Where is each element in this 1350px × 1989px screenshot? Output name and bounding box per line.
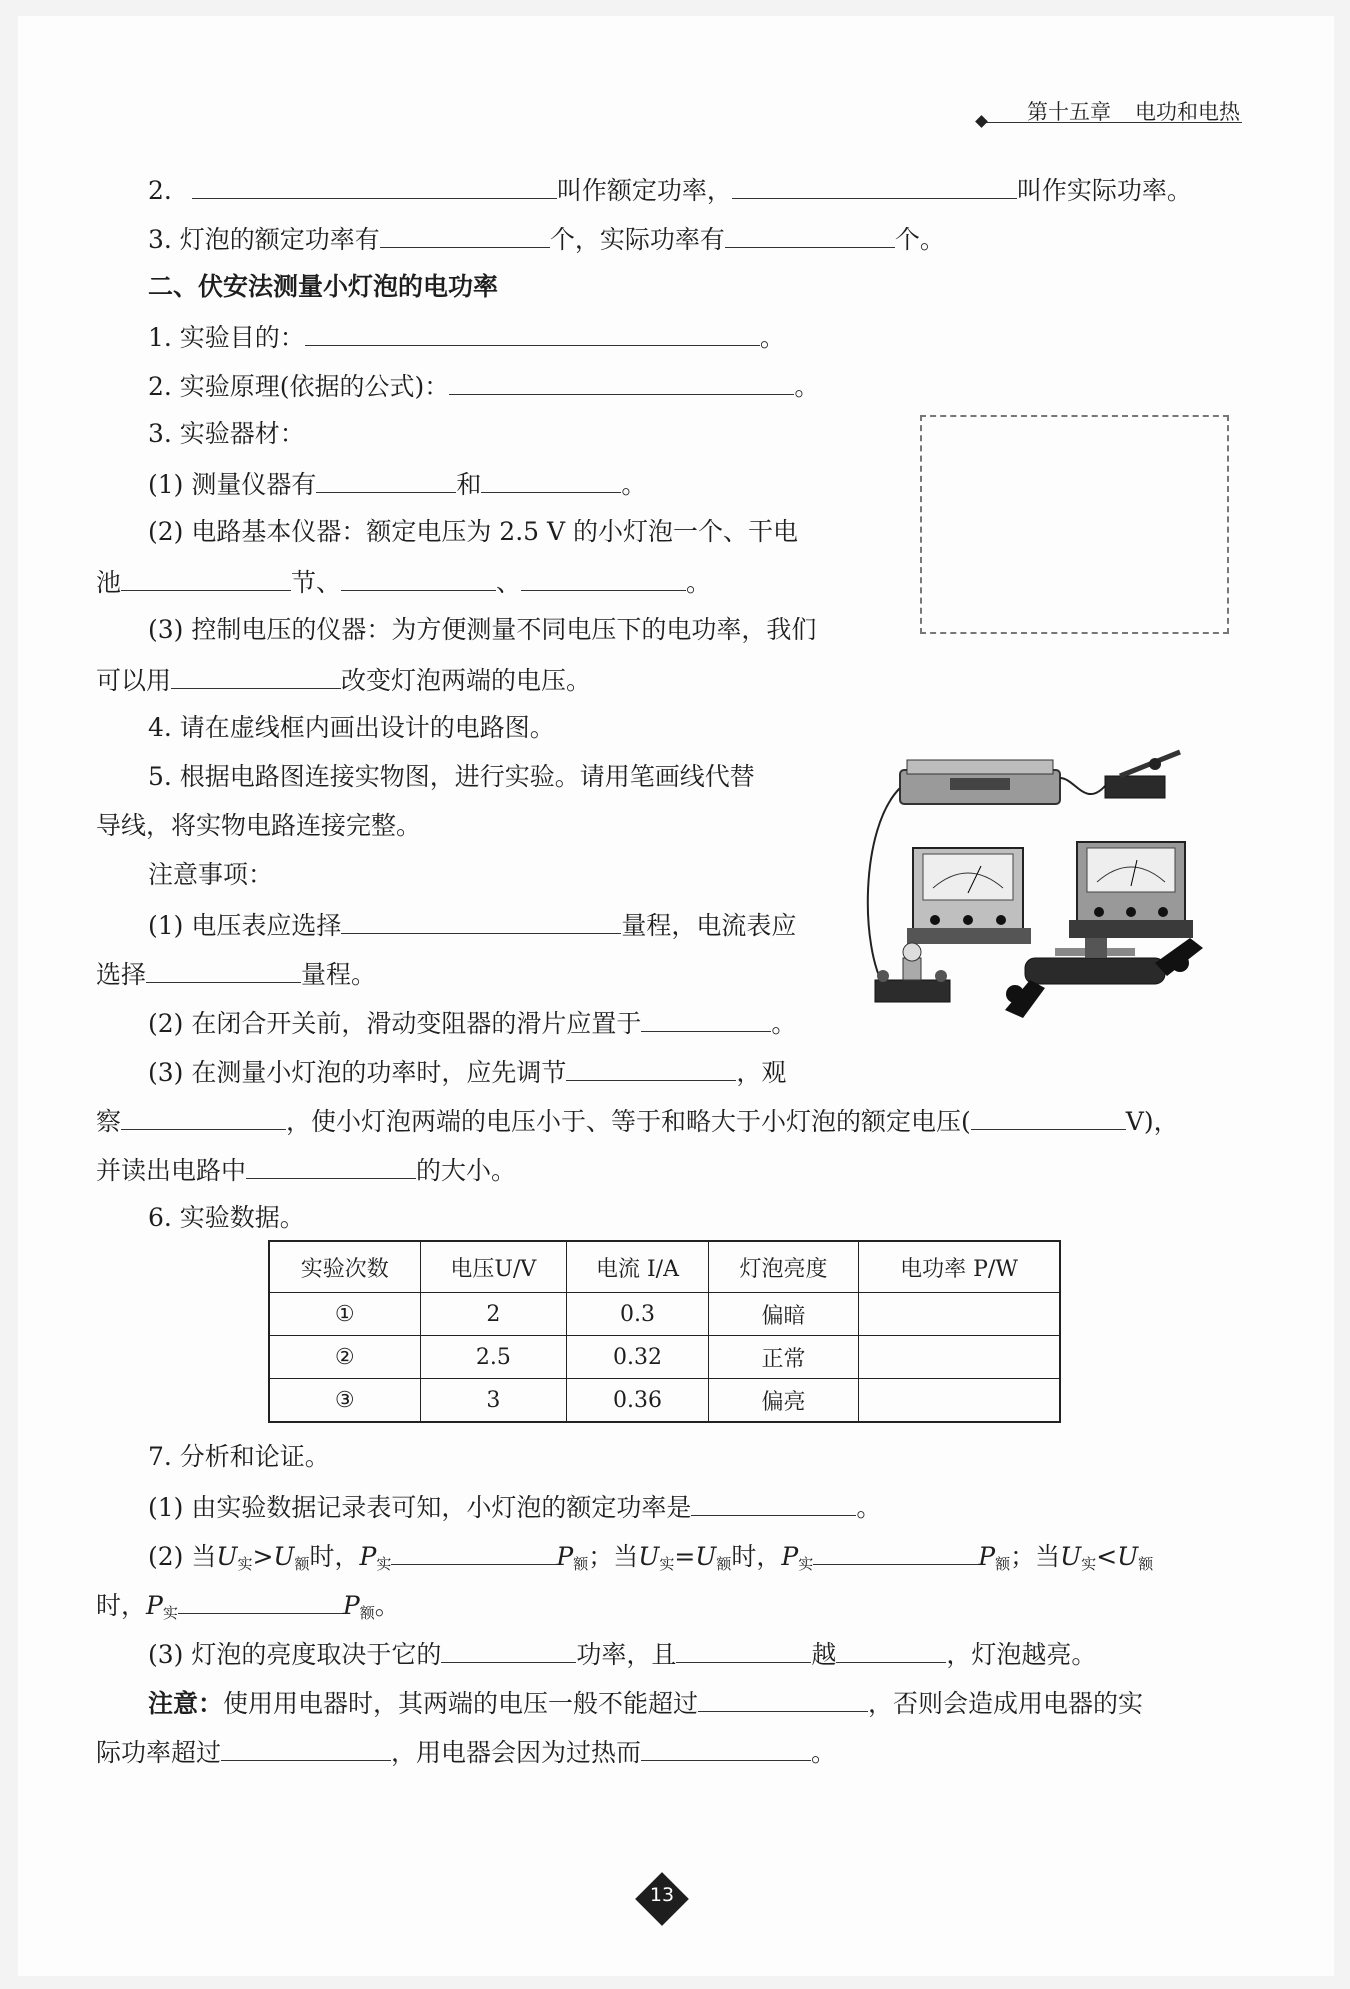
voltmeter-icon	[1069, 842, 1193, 938]
analysis-power-compare: (2) 当$U_实>U_额$时，$P_实$ $P_额$；当$U_实=U_额$时，$P_实$ $P_额$；当$U_实<U_额$	[148, 1538, 1153, 1581]
draw-circuit-instruction: 4. 请在虚线框内画出设计的电路图。	[148, 713, 555, 742]
connect-circuit-instruction: 5. 根据电路图连接实物图，进行实验。请用笔画线代替	[148, 762, 755, 791]
equipment-basic: (2) 电路基本仪器：额定电压为 2.5 V 的小灯泡一个、干电	[148, 517, 799, 546]
analysis-power-compare-cont: 时，$P_实$ $P_额$。	[96, 1587, 400, 1630]
answer-blank[interactable]	[725, 221, 895, 248]
table-row: ③ 3 0.36 偏亮	[269, 1379, 1060, 1423]
answer-blank[interactable]	[316, 466, 456, 493]
answer-blank[interactable]	[481, 466, 621, 493]
analysis-rated-power: (1) 由实验数据记录表可知，小灯泡的额定功率是 。	[148, 1489, 881, 1525]
answer-blank[interactable]	[146, 956, 301, 983]
note-observe: 察 ，使小灯泡两端的电压小于、等于和略大于小灯泡的额定电压( V)，	[96, 1103, 1179, 1139]
experiment-principle: 2. 实验原理(依据的公式)： 。	[148, 368, 819, 404]
answer-blank[interactable]	[171, 662, 341, 689]
experiment-purpose: 1. 实验目的： 。	[148, 319, 785, 355]
answer-blank[interactable]	[305, 319, 760, 346]
equipment-control: (3) 控制电压的仪器：为方便测量不同电压下的电功率，我们	[148, 615, 817, 644]
note-adjust: (3) 在测量小灯泡的功率时，应先调节 ，观	[148, 1054, 786, 1090]
answer-blank[interactable]	[391, 1538, 556, 1565]
header-voltage: 电压U/V	[420, 1241, 567, 1293]
caution-note-cont: 际功率超过 ，用电器会因为过热而 。	[96, 1734, 836, 1770]
answer-blank[interactable]	[676, 1636, 811, 1663]
note-read: 并读出电路中 的大小。	[96, 1152, 516, 1188]
circuit-equipment-illustration	[855, 748, 1245, 1066]
analysis-heading: 7. 分析和论证。	[148, 1442, 330, 1471]
experiment-data-heading: 6. 实验数据。	[148, 1203, 305, 1232]
power-cell[interactable]	[859, 1379, 1060, 1423]
answer-blank[interactable]	[566, 1054, 736, 1081]
header-rule	[985, 122, 1242, 123]
answer-blank[interactable]	[698, 1685, 868, 1712]
notes-heading: 注意事项：	[148, 860, 274, 889]
rheostat-icon	[1005, 938, 1203, 1018]
page-number: 13	[649, 1884, 675, 1906]
answer-blank[interactable]	[178, 1587, 343, 1614]
circuit-drawing-box[interactable]	[920, 415, 1229, 634]
chapter-topic: 电功和电热	[1135, 100, 1240, 124]
header-power: 电功率 P/W	[859, 1241, 1060, 1293]
section-title: 二、伏安法测量小灯泡的电功率	[148, 272, 499, 301]
answer-blank[interactable]	[441, 1636, 576, 1663]
answer-blank[interactable]	[732, 172, 1017, 199]
answer-blank[interactable]	[341, 907, 621, 934]
answer-blank[interactable]	[192, 172, 557, 199]
header-current: 电流 I/A	[567, 1241, 709, 1293]
equipment-heading: 3. 实验器材：	[148, 419, 305, 448]
chapter-label: 第十五章	[1027, 100, 1111, 124]
connect-circuit-instruction-cont: 导线，将实物电路连接完整。	[96, 811, 422, 840]
table-row: ① 2 0.3 偏暗	[269, 1293, 1060, 1336]
answer-blank[interactable]	[449, 368, 794, 395]
equipment-control-cont: 可以用 改变灯泡两端的电压。	[96, 662, 591, 698]
answer-blank[interactable]	[121, 1103, 286, 1130]
battery-box-icon	[900, 760, 1060, 804]
power-cell[interactable]	[859, 1293, 1060, 1336]
table-row: ② 2.5 0.32 正常	[269, 1336, 1060, 1379]
table-header-row	[269, 1241, 1060, 1293]
header-trial: 实验次数	[269, 1241, 420, 1293]
question-3-bulb-power: 3. 灯泡的额定功率有 个，实际功率有 个。	[148, 221, 945, 257]
answer-blank[interactable]	[221, 1734, 391, 1761]
header-brightness: 灯泡亮度	[708, 1241, 858, 1293]
ammeter-icon	[907, 848, 1031, 944]
data-table	[268, 1240, 1061, 1423]
answer-blank[interactable]	[380, 221, 550, 248]
note-ammeter-range: 选择 量程。	[96, 956, 376, 992]
analysis-brightness: (3) 灯泡的亮度取决于它的 功率，且 越 ，灯泡越亮。	[148, 1636, 1096, 1672]
bulb-holder-icon	[875, 943, 950, 1002]
answer-blank[interactable]	[641, 1005, 771, 1032]
power-cell[interactable]	[859, 1336, 1060, 1379]
switch-icon	[1105, 752, 1180, 798]
answer-blank[interactable]	[836, 1636, 946, 1663]
answer-blank[interactable]	[971, 1103, 1126, 1130]
answer-blank[interactable]	[341, 564, 496, 591]
note-voltmeter-range: (1) 电压表应选择 量程，电流表应	[148, 907, 796, 943]
caution-note: 注意：使用用电器时，其两端的电压一般不能超过 ，否则会造成用电器的实	[148, 1685, 1143, 1721]
answer-blank[interactable]	[813, 1538, 978, 1565]
answer-blank[interactable]	[521, 564, 686, 591]
answer-blank[interactable]	[246, 1152, 416, 1179]
equipment-meters: (1) 测量仪器有 和 。	[148, 466, 646, 502]
equipment-basic-cont: 池 节、 、 。	[96, 564, 711, 600]
answer-blank[interactable]	[121, 564, 291, 591]
answer-blank[interactable]	[691, 1489, 856, 1516]
question-2-rated-power: 2. 叫作额定功率， 叫作实际功率。	[148, 172, 1192, 208]
answer-blank[interactable]	[641, 1734, 811, 1761]
note-slider-position: (2) 在闭合开关前，滑动变阻器的滑片应置于 。	[148, 1005, 796, 1041]
